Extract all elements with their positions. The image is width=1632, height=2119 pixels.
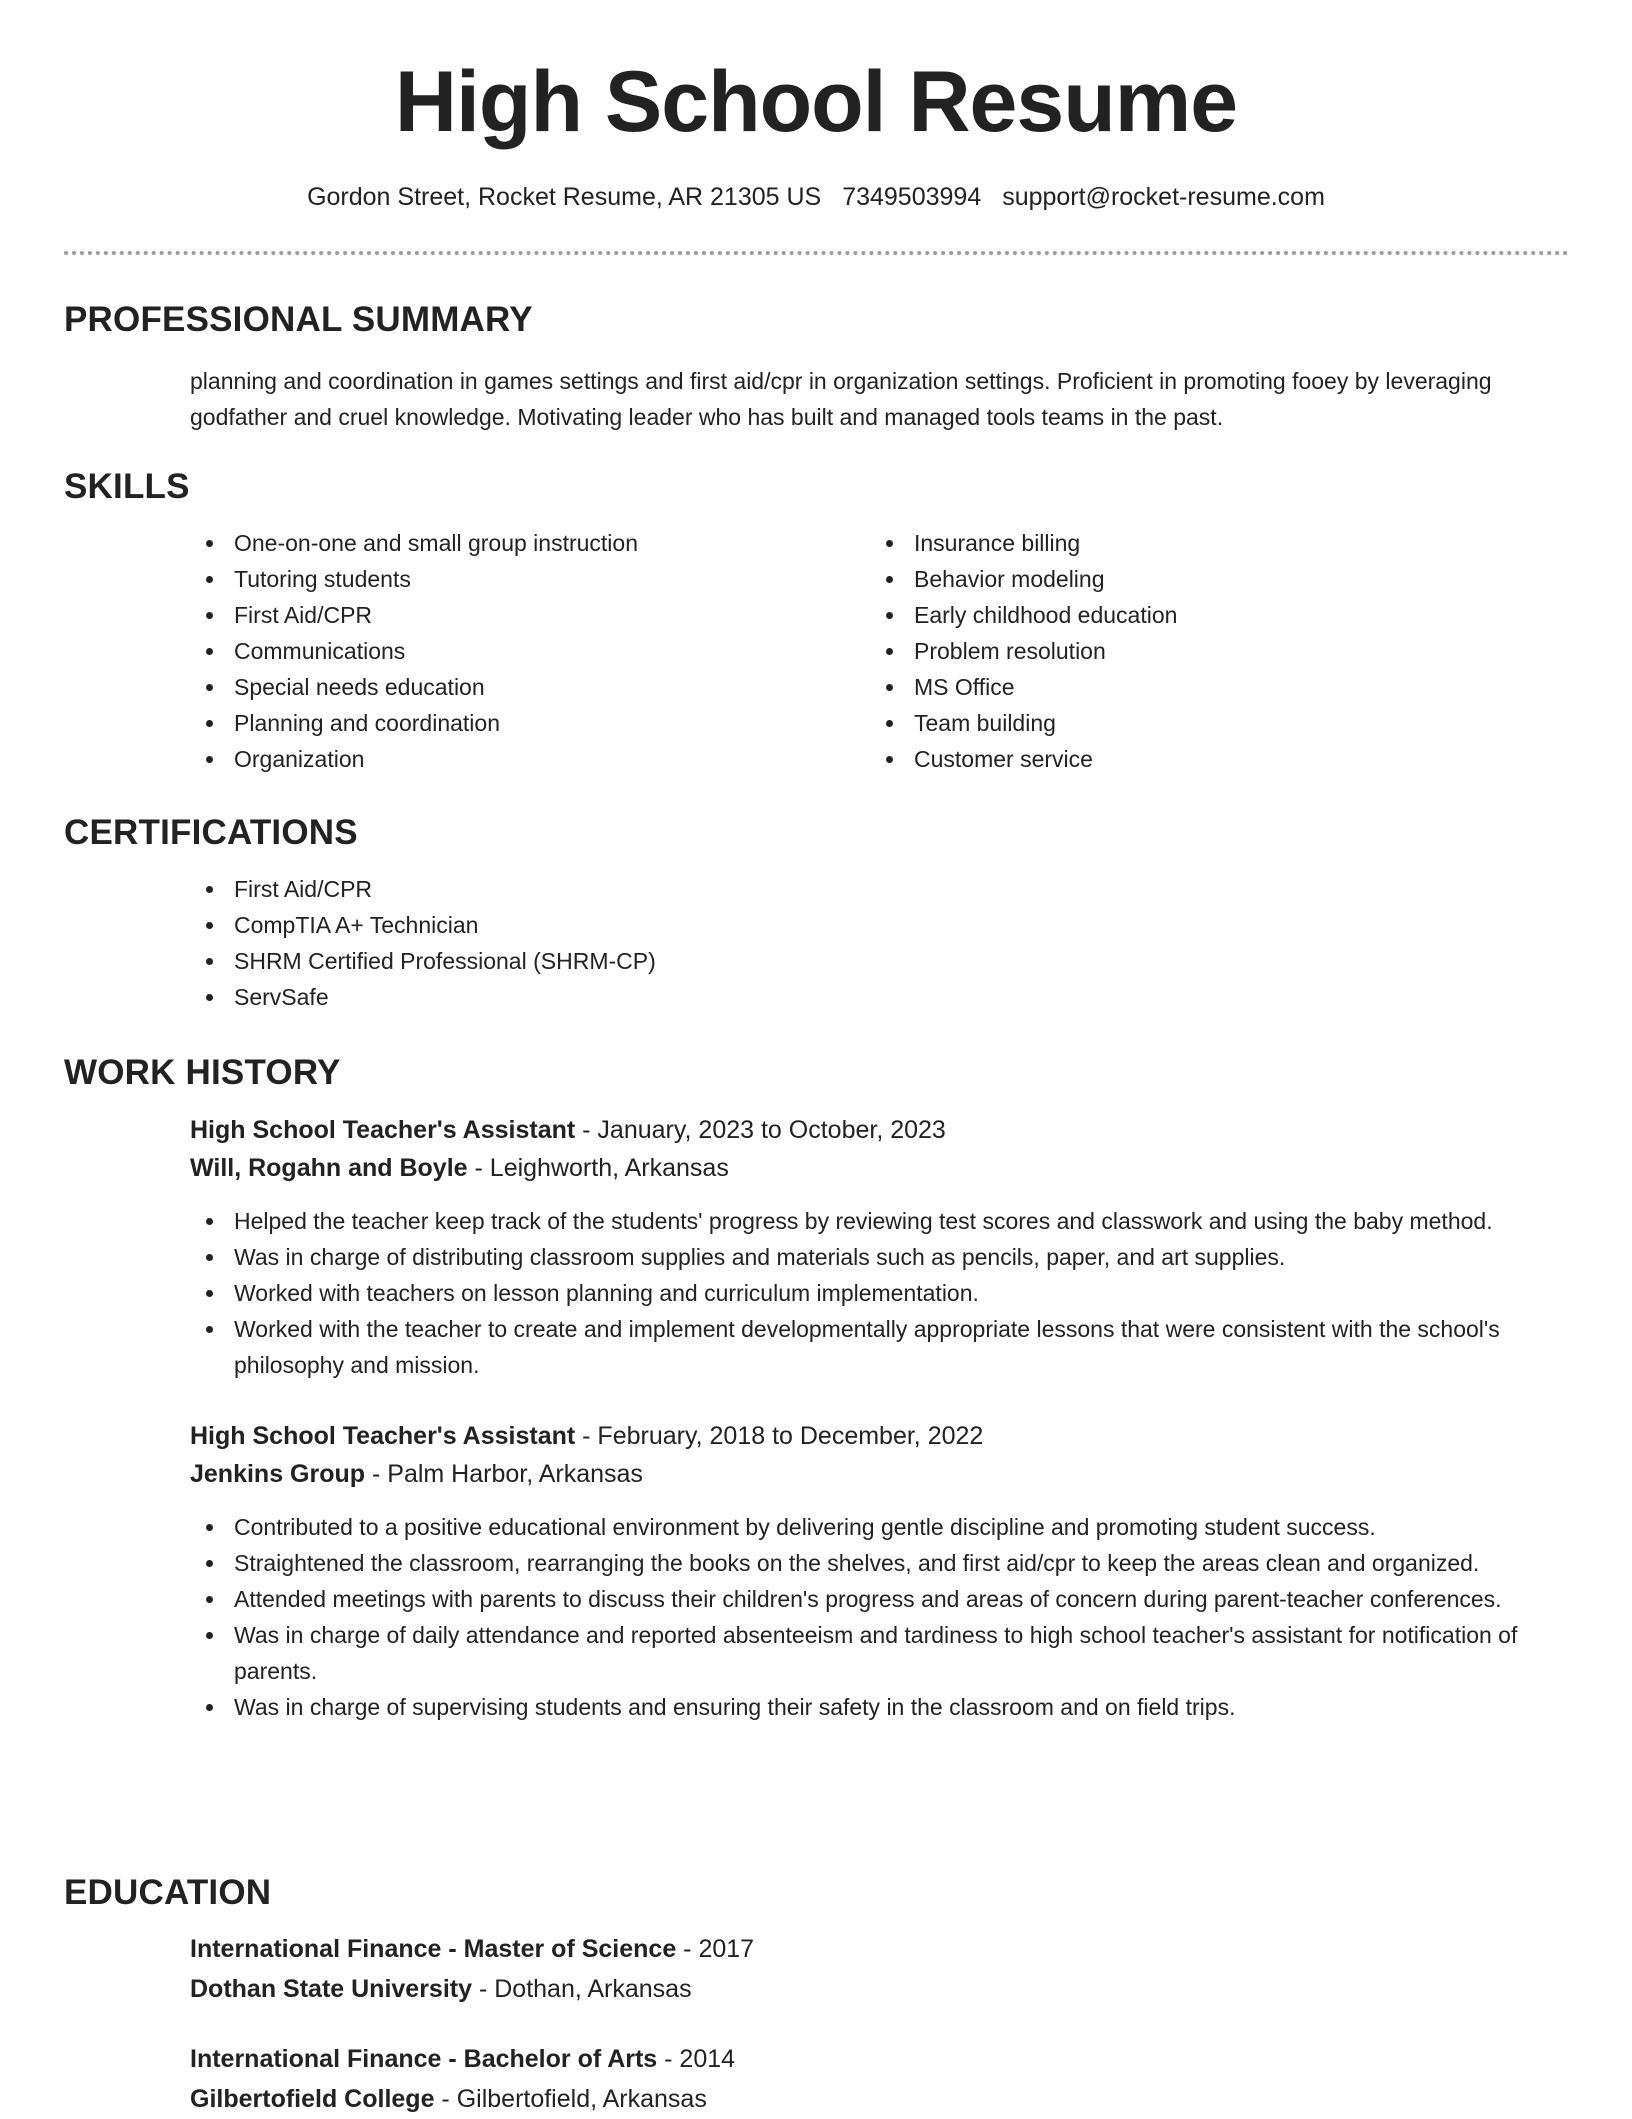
certification-item: First Aid/CPR bbox=[190, 871, 1569, 907]
job-duties bbox=[190, 1203, 1569, 1383]
education-year: - 2017 bbox=[676, 1935, 755, 1963]
education-entry bbox=[190, 2039, 1569, 2119]
education-school-line bbox=[190, 2079, 1569, 2119]
certification-item: CompTIA A+ Technician bbox=[190, 907, 1569, 943]
skills-columns bbox=[190, 525, 1569, 777]
education-section bbox=[64, 1873, 1569, 2119]
job-company: Jenkins Group bbox=[190, 1460, 366, 1488]
skills-list-left bbox=[190, 525, 870, 777]
job-company-line bbox=[190, 1455, 1569, 1493]
job-duty: Attended meetings with parents to discuss their children's progress and areas of concern during parent-teacher conferences. bbox=[190, 1581, 1569, 1617]
education-degree-line bbox=[190, 2039, 1569, 2079]
job-company-line bbox=[190, 1149, 1569, 1187]
work-history-section bbox=[64, 1053, 1569, 1725]
education-year: - 2014 bbox=[657, 2045, 736, 2073]
job-duty: Worked with the teacher to create and implement developmentally appropriate lessons that were consistent with the school's philosophy and mission. bbox=[190, 1311, 1569, 1383]
skill-item: Tutoring students bbox=[190, 561, 870, 597]
education-school: Gilbertofield College bbox=[190, 2085, 435, 2113]
job-position: High School Teacher's Assistant bbox=[190, 1116, 576, 1144]
skill-item: Organization bbox=[190, 741, 870, 777]
job-dates: - January, 2023 to October, 2023 bbox=[575, 1116, 946, 1144]
skills-list-right bbox=[870, 525, 1550, 777]
job-location: - Leighworth, Arkansas bbox=[467, 1154, 729, 1182]
resume-title: High School Resume bbox=[394, 54, 1238, 150]
skill-item: Customer service bbox=[870, 741, 1550, 777]
job-duties bbox=[190, 1509, 1569, 1725]
certifications-list bbox=[190, 871, 1569, 1015]
contact-line bbox=[0, 182, 1632, 212]
education-title: EDUCATION bbox=[64, 1873, 272, 1912]
summary-section bbox=[64, 300, 1569, 435]
summary-title: PROFESSIONAL SUMMARY bbox=[64, 300, 533, 339]
job-position: High School Teacher's Assistant bbox=[190, 1422, 576, 1450]
skill-item: Special needs education bbox=[190, 669, 870, 705]
certifications-title: CERTIFICATIONS bbox=[64, 813, 358, 852]
skill-item: First Aid/CPR bbox=[190, 597, 870, 633]
education-location: - Dothan, Arkansas bbox=[472, 1975, 692, 2003]
education-degree: International Finance - Master of Science bbox=[190, 1935, 677, 1963]
skill-item: Behavior modeling bbox=[870, 561, 1550, 597]
job-heading bbox=[190, 1111, 1569, 1149]
job-dates: - February, 2018 to December, 2022 bbox=[575, 1422, 984, 1450]
job-heading bbox=[190, 1417, 1569, 1455]
contact-address: Gordon Street, Rocket Resume, AR 21305 US bbox=[307, 183, 822, 211]
resume-header bbox=[0, 0, 1632, 212]
skill-item: Insurance billing bbox=[870, 525, 1550, 561]
education-school: Dothan State University bbox=[190, 1975, 473, 2003]
certification-item: SHRM Certified Professional (SHRM-CP) bbox=[190, 943, 1569, 979]
skills-title: SKILLS bbox=[64, 467, 190, 506]
certification-item: ServSafe bbox=[190, 979, 1569, 1015]
contact-phone: 7349503994 bbox=[842, 183, 982, 211]
skill-item: MS Office bbox=[870, 669, 1550, 705]
skill-item: Planning and coordination bbox=[190, 705, 870, 741]
education-degree-line bbox=[190, 1929, 1569, 1969]
header-divider bbox=[64, 251, 1569, 255]
education-school-line bbox=[190, 1969, 1569, 2009]
job-duty: Was in charge of supervising students and ensuring their safety in the classroom and on field trips. bbox=[190, 1689, 1569, 1725]
summary-text: planning and coordination in games settings and first aid/cpr in organization settings. Proficient in promoting fooey by leveraging godfather and cruel knowledge. Motivating leader who has built and managed tools teams in the past. bbox=[190, 368, 1492, 430]
skill-item: Problem resolution bbox=[870, 633, 1550, 669]
skill-item: Communications bbox=[190, 633, 870, 669]
job-entry bbox=[190, 1111, 1569, 1383]
job-duty: Was in charge of distributing classroom supplies and materials such as pencils, paper, and art supplies. bbox=[190, 1239, 1569, 1275]
job-entry bbox=[190, 1417, 1569, 1725]
job-company: Will, Rogahn and Boyle bbox=[190, 1154, 468, 1182]
job-duty: Helped the teacher keep track of the students' progress by reviewing test scores and classwork and using the baby method. bbox=[190, 1203, 1569, 1239]
skills-section bbox=[64, 467, 1569, 777]
education-location: - Gilbertofield, Arkansas bbox=[434, 2085, 707, 2113]
skill-item: Team building bbox=[870, 705, 1550, 741]
work-history-title: WORK HISTORY bbox=[64, 1053, 341, 1092]
job-duty: Worked with teachers on lesson planning and curriculum implementation. bbox=[190, 1275, 1569, 1311]
job-duty: Was in charge of daily attendance and reported absenteeism and tardiness to high school teacher's assistant for notification of parents. bbox=[190, 1617, 1569, 1689]
skill-item: Early childhood education bbox=[870, 597, 1550, 633]
job-location: - Palm Harbor, Arkansas bbox=[365, 1460, 643, 1488]
skill-item: One-on-one and small group instruction bbox=[190, 525, 870, 561]
job-duty: Contributed to a positive educational environment by delivering gentle discipline and promoting student success. bbox=[190, 1509, 1569, 1545]
certifications-section bbox=[64, 813, 1569, 1015]
education-degree: International Finance - Bachelor of Arts bbox=[190, 2045, 658, 2073]
job-duty: Straightened the classroom, rearranging the books on the shelves, and first aid/cpr to keep the areas clean and organized. bbox=[190, 1545, 1569, 1581]
contact-email: support@rocket-resume.com bbox=[1002, 183, 1325, 211]
education-entry bbox=[190, 1929, 1569, 2009]
